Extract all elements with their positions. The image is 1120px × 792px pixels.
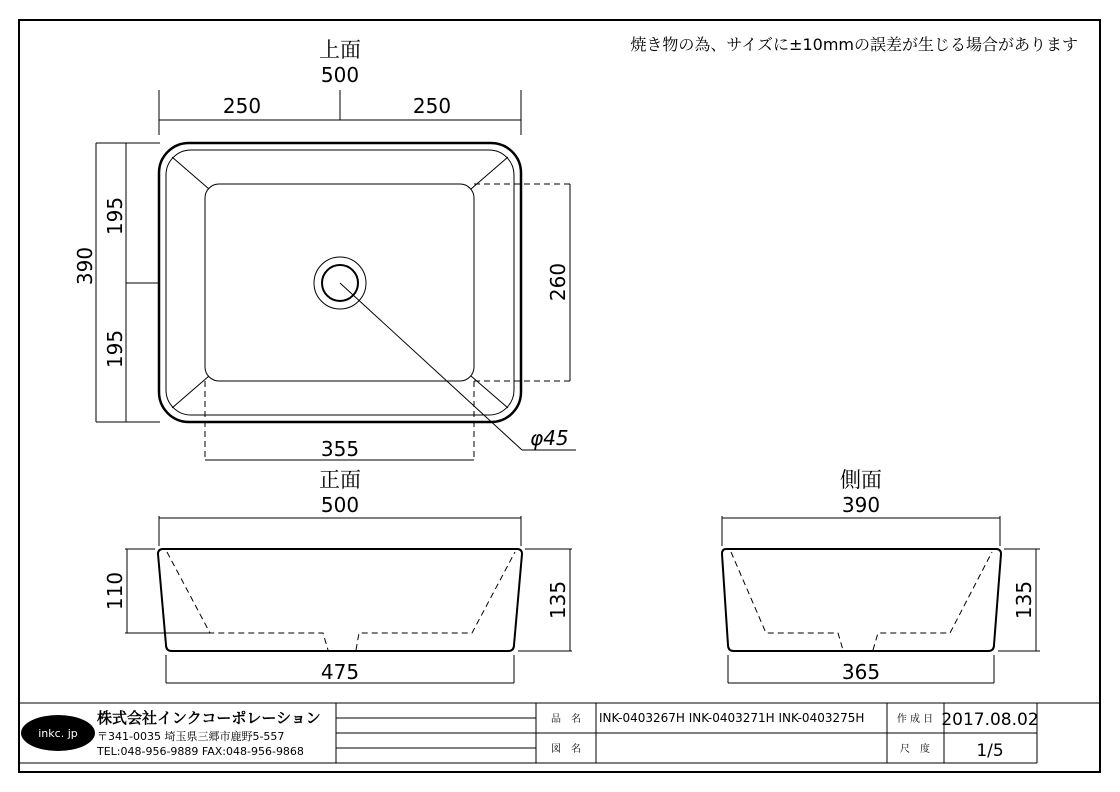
basin-corner-lines bbox=[172, 157, 508, 408]
basin-rim-inner-line bbox=[166, 150, 514, 415]
scale-label: 尺 度 bbox=[900, 744, 930, 755]
basin-bottom-outline bbox=[205, 184, 474, 381]
front-view-title: 正面 bbox=[319, 468, 361, 492]
company-name: 株式会社インクコーポレーション bbox=[97, 709, 321, 727]
side-inner-hidden bbox=[731, 552, 992, 650]
side-height-outer: 135 bbox=[1012, 580, 1036, 620]
side-width-top: 390 bbox=[841, 493, 881, 517]
top-depth-half-top: 195 bbox=[103, 196, 127, 236]
side-view bbox=[722, 468, 1040, 684]
side-width-bottom: 365 bbox=[841, 660, 881, 684]
top-inner-width: 355 bbox=[320, 437, 360, 461]
product-name-label: 品 名 bbox=[551, 714, 581, 725]
side-view-title: 側面 bbox=[840, 468, 882, 492]
top-inner-depth: 260 bbox=[546, 262, 570, 302]
drain-leader-line bbox=[340, 283, 522, 450]
company-address: 〒341-0035 埼玉県三郷市鹿野5-557 bbox=[97, 730, 285, 743]
scale-value: 1/5 bbox=[976, 741, 1004, 761]
top-hidden-lines bbox=[205, 184, 572, 460]
top-view-title: 上面 bbox=[319, 38, 361, 62]
tolerance-note: 焼き物の為、サイズに±10mmの誤差が生じる場合があります bbox=[630, 35, 1078, 54]
front-width-top: 500 bbox=[320, 493, 360, 517]
front-inner-hidden bbox=[167, 552, 515, 650]
top-width-dimension bbox=[159, 90, 521, 135]
top-width-half-left: 250 bbox=[222, 94, 262, 118]
front-width-top-dimension bbox=[159, 516, 521, 546]
title-block bbox=[19, 703, 1100, 763]
logo-text: inkc. jp bbox=[38, 727, 78, 740]
sheet-border bbox=[19, 20, 1100, 772]
front-height-outer: 135 bbox=[546, 580, 570, 620]
side-basin-outline bbox=[722, 549, 1001, 651]
front-height-inner: 110 bbox=[103, 571, 127, 611]
drawing-name-label: 図 名 bbox=[551, 744, 581, 755]
top-depth-dimension bbox=[96, 143, 160, 422]
drain-diameter: φ45 bbox=[530, 426, 569, 450]
top-width-total: 500 bbox=[320, 63, 360, 87]
side-width-top-dimension bbox=[722, 516, 1000, 546]
top-depth-total: 390 bbox=[73, 246, 97, 286]
front-view bbox=[103, 468, 572, 684]
front-basin-outline bbox=[158, 549, 522, 651]
date-label: 作 成 日 bbox=[896, 714, 934, 725]
top-depth-half-bottom: 195 bbox=[103, 329, 127, 369]
front-width-bottom: 475 bbox=[320, 660, 360, 684]
company-contact: TEL:048-956-9889 FAX:048-956-9868 bbox=[97, 745, 304, 758]
top-width-half-right: 250 bbox=[412, 94, 452, 118]
top-view bbox=[73, 38, 576, 461]
date-value: 2017.08.02 bbox=[941, 710, 1039, 730]
product-name-value: INK-0403267H INK-0403271H INK-0403275H bbox=[599, 711, 865, 725]
